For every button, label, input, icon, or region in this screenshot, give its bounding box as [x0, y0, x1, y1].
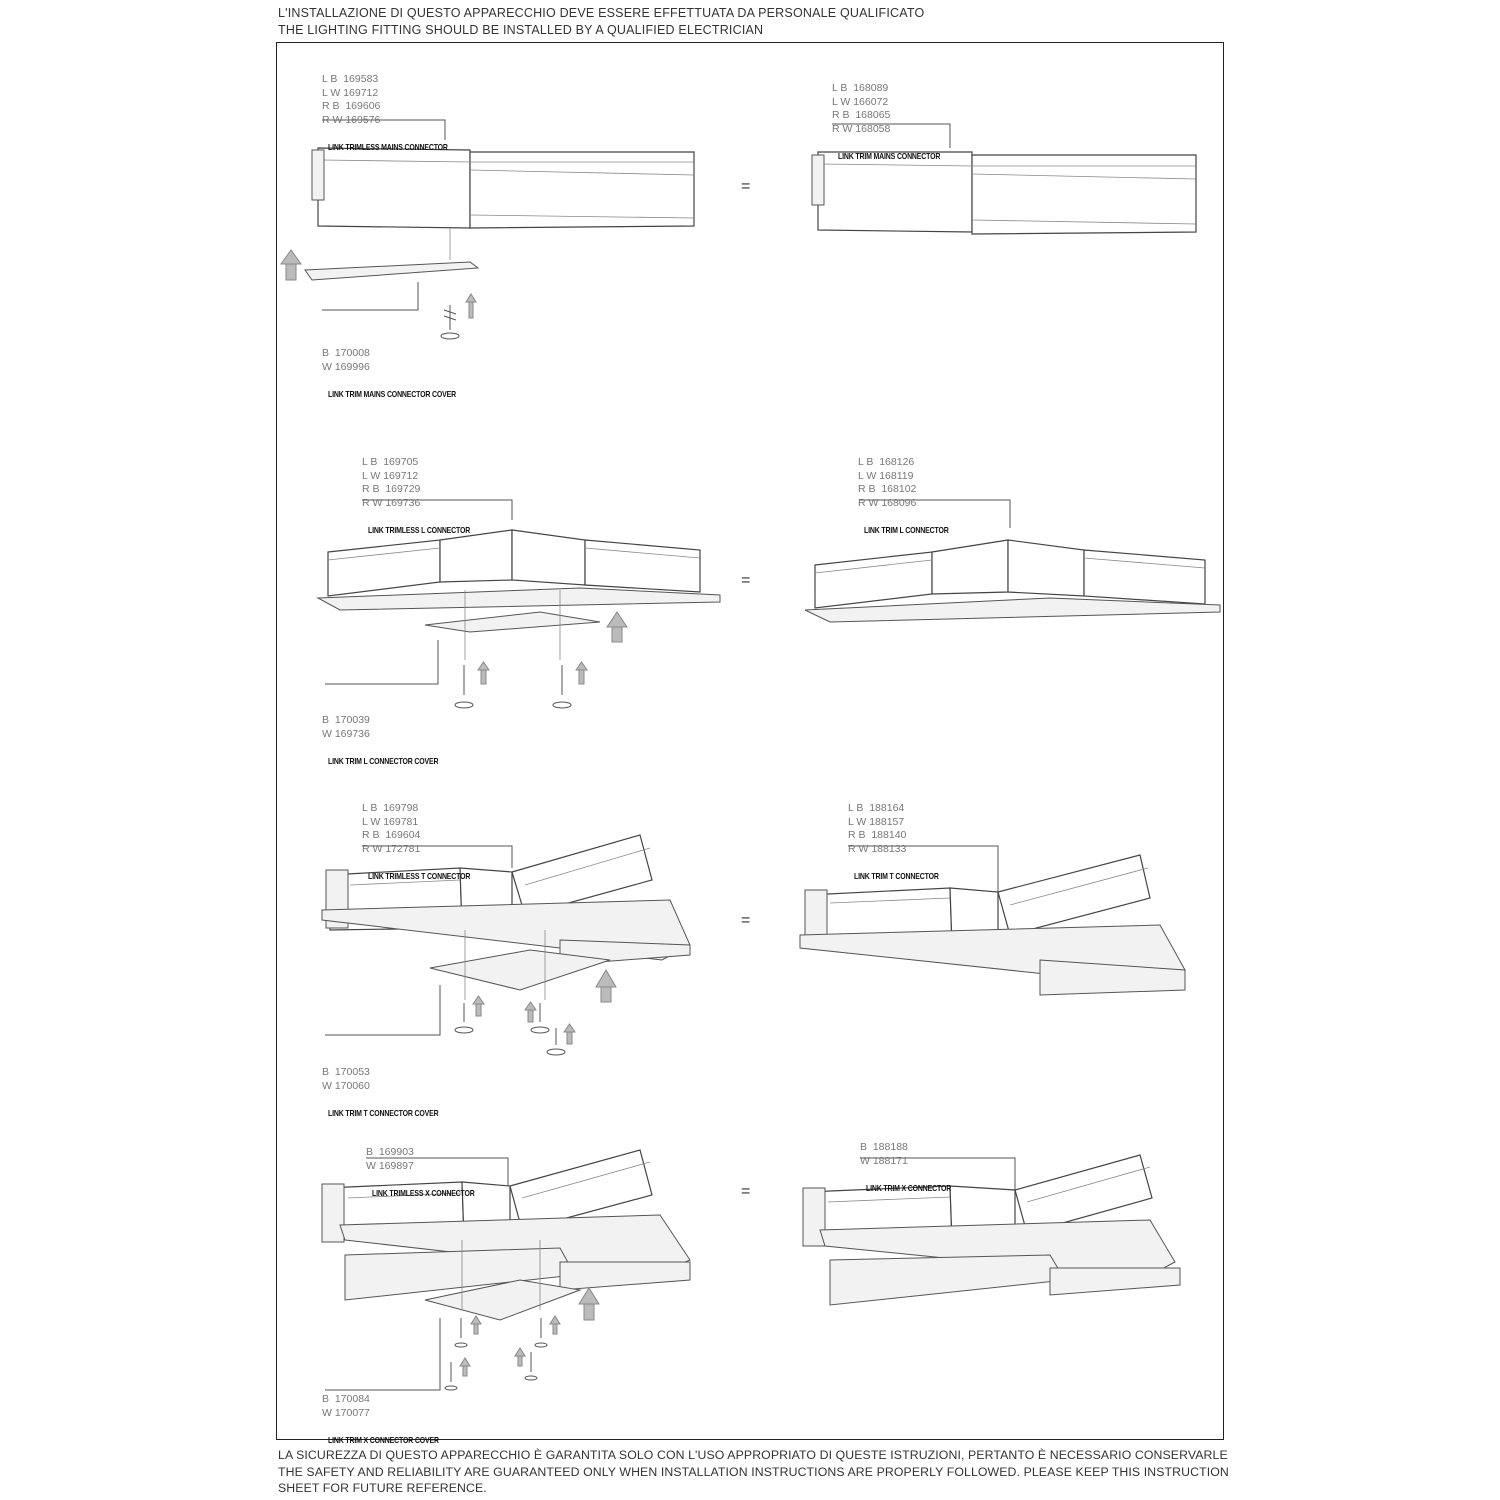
- l-trimless-title: LINK TRIMLESS L CONNECTOR: [367, 524, 470, 535]
- mains-trimless-codes: L B 169583 L W 169712 R B 169606 R W 169576 LINK TRIMLESS MAINS CONNECTOR: [322, 46, 474, 154]
- screw-icon: [525, 1352, 537, 1380]
- footer-english-2: SHEET FOR FUTURE REFERENCE.: [278, 1481, 487, 1495]
- t-trimless-title: LINK TRIMLESS T CONNECTOR: [367, 870, 471, 881]
- equals-sign: =: [741, 572, 751, 589]
- header-italian: L'INSTALLAZIONE DI QUESTO APPARECCHIO DEVE ESSERE EFFETTUATA DA PERSONALE QUALIFICATO: [278, 6, 925, 20]
- screw-icon: [547, 1028, 565, 1055]
- up-arrow-icon: [466, 294, 476, 318]
- up-arrow-icon: [471, 1316, 481, 1334]
- mains-trim-codes: L B 168089 L W 166072 R B 168065 R W 168058 LINK TRIM MAINS CONNECTOR: [832, 55, 963, 163]
- x-trim-codes: B 188188 W 188171 LINK TRIM X CONNECTOR: [860, 1114, 970, 1195]
- header-english: THE LIGHTING FITTING SHOULD BE INSTALLED BY A QUALIFIED ELECTRICIAN: [278, 23, 764, 37]
- l-trimless-codes: L B 169705 L W 169712 R B 169729 R W 169736 LINK TRIMLESS L CONNECTOR: [362, 429, 492, 537]
- x-trimless-codes: B 169903 W 169897 LINK TRIMLESS X CONNECTOR: [366, 1119, 497, 1200]
- big-up-arrow-icon: [596, 970, 616, 1002]
- up-arrow-icon: [550, 1316, 560, 1334]
- mains-trimless-title: LINK TRIMLESS MAINS CONNECTOR: [327, 141, 448, 152]
- l-trim-codes: L B 168126 L W 168119 R B 168102 R W 168096 LINK TRIM L CONNECTOR: [858, 429, 967, 537]
- l-cover-title: LINK TRIM L CONNECTOR COVER: [327, 755, 439, 766]
- mains-cover-codes: B 170008 W 169996 LINK TRIM MAINS CONNECTOR COVER: [322, 320, 484, 401]
- screw-icon: [535, 1318, 547, 1347]
- up-arrow-icon: [478, 662, 489, 684]
- t-cover-title: LINK TRIM T CONNECTOR COVER: [327, 1107, 439, 1118]
- big-up-arrow-icon: [607, 612, 627, 642]
- t-trim-title: LINK TRIM T CONNECTOR: [853, 870, 939, 881]
- footer-italian: LA SICUREZZA DI QUESTO APPARECCHIO È GARANTITA SOLO CON L'USO APPROPRIATO DI QUESTE ISTRUZIONI, PERTANTO È NECESSARIO CONSERVARLE: [278, 1448, 1228, 1462]
- l-trim-title: LINK TRIM L CONNECTOR: [863, 524, 949, 535]
- equals-sign: =: [741, 912, 751, 929]
- x-cover-title: LINK TRIM X CONNECTOR COVER: [327, 1434, 439, 1445]
- x-cover-codes: B 170084 W 170077 LINK TRIM X CONNECTOR COVER: [322, 1366, 463, 1447]
- big-up-arrow-icon: [579, 1288, 599, 1320]
- t-trim-codes: L B 188164 L W 188157 R B 188140 R W 188133 LINK TRIM T CONNECTOR: [848, 775, 957, 883]
- mains-cover-title: LINK TRIM MAINS CONNECTOR COVER: [327, 388, 456, 399]
- up-arrow-icon: [473, 996, 484, 1016]
- x-trimless-title: LINK TRIMLESS X CONNECTOR: [371, 1187, 475, 1198]
- screw-icon: [455, 1318, 467, 1347]
- up-arrow-icon: [525, 1002, 536, 1022]
- equals-sign: =: [741, 178, 751, 195]
- up-arrow-icon: [576, 662, 587, 684]
- l-cover-codes: B 170039 W 169736 LINK TRIM L CONNECTOR COVER: [322, 687, 462, 768]
- screw-icon: [553, 665, 571, 708]
- equals-sign: =: [741, 1183, 751, 1200]
- big-up-arrow-icon: [281, 250, 301, 280]
- x-trim-title: LINK TRIM X CONNECTOR: [865, 1182, 951, 1193]
- t-cover-codes: B 170053 W 170060 LINK TRIM T CONNECTOR COVER: [322, 1039, 463, 1120]
- mains-trim-title: LINK TRIM MAINS CONNECTOR: [837, 150, 941, 161]
- t-trimless-codes: L B 169798 L W 169781 R B 169604 R W 172781 LINK TRIMLESS T CONNECTOR: [362, 775, 493, 883]
- footer-english-1: THE SAFETY AND RELIABILITY ARE GUARANTEED ONLY WHEN INSTALLATION INSTRUCTIONS ARE PROPERLY FOLLOWED. PLEASE KEEP THIS INSTRUCTION: [278, 1465, 1229, 1479]
- up-arrow-icon: [564, 1024, 575, 1044]
- screw-icon: [455, 1003, 473, 1033]
- up-arrow-icon: [515, 1348, 525, 1366]
